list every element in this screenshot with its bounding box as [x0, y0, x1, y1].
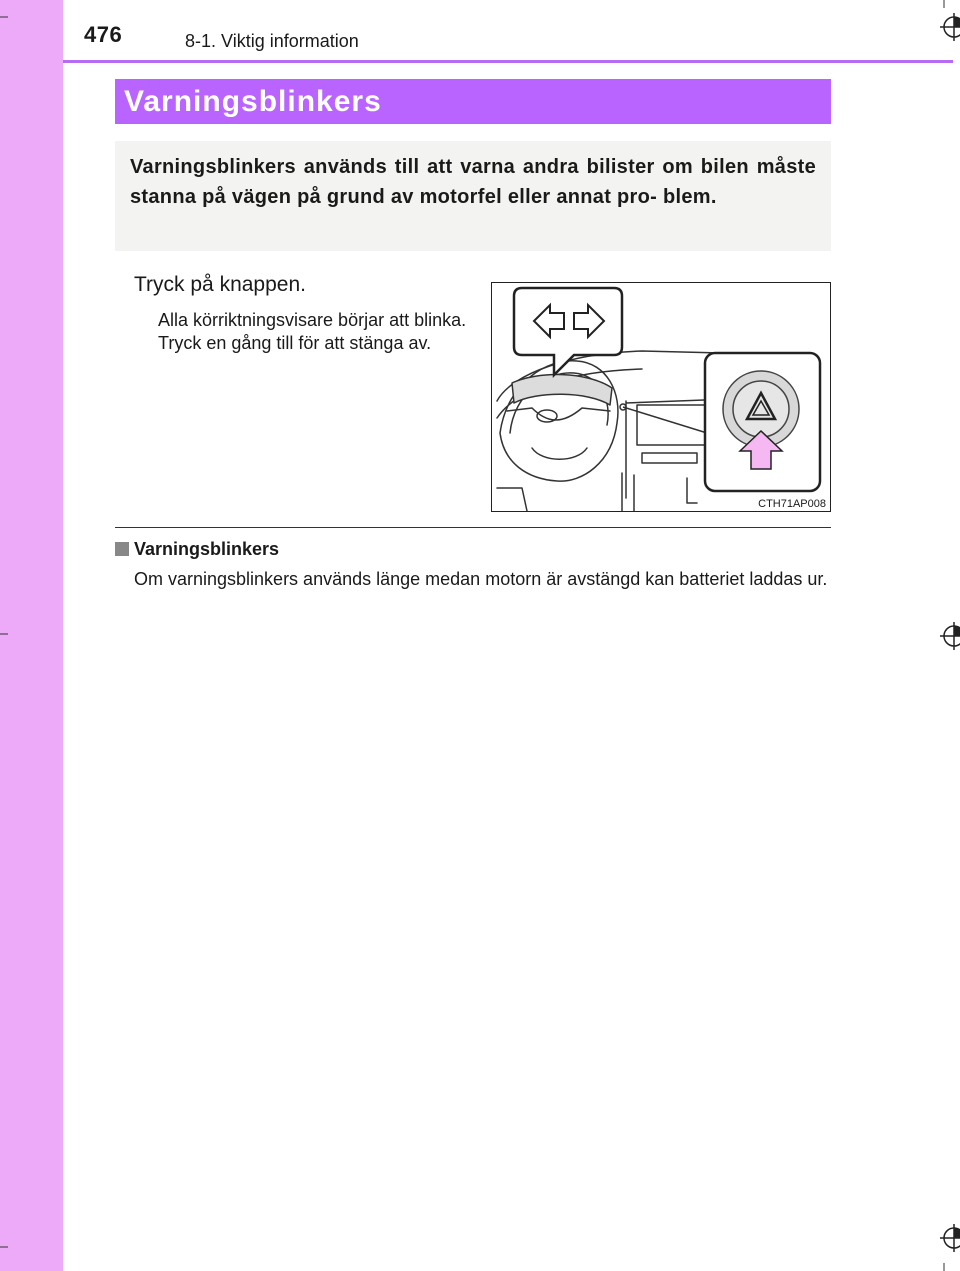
section-banner [115, 79, 831, 124]
note-body: Om varningsblinkers används länge medan motorn är avstängd kan batteriet laddas ur. [134, 569, 828, 589]
header-divider [63, 60, 953, 63]
crosshair-icon [940, 13, 960, 1252]
section-title: Varningsblinkers [124, 85, 382, 118]
note-heading: Varningsblinkers [134, 539, 280, 559]
hazard-switch-callout [705, 353, 820, 491]
intro-box [115, 141, 831, 251]
step-desc-line-1: Alla körriktningsvisare börjar att blinka. [158, 310, 467, 330]
left-margin-band [0, 0, 63, 1271]
turn-signal-callout [514, 288, 622, 375]
chapter-title: 8-1. Viktig information [185, 31, 359, 51]
dashboard-illustration [492, 283, 830, 511]
dashboard-figure [491, 282, 831, 512]
square-bullet-icon [115, 542, 129, 556]
step-description [158, 309, 473, 355]
intro-text: Varningsblinkers används till att varna andra bilister om bilen måste stanna på vägen på grund av motorfel eller annat pro- blem. [130, 156, 816, 208]
section-divider [115, 527, 831, 528]
figure-code: CTH71AP008 [758, 498, 826, 510]
step-title: Tryck på knappen. [134, 273, 306, 296]
page-number: 476 [84, 22, 123, 47]
step-desc-line-2: Tryck en gång till för att stänga av. [158, 333, 432, 353]
